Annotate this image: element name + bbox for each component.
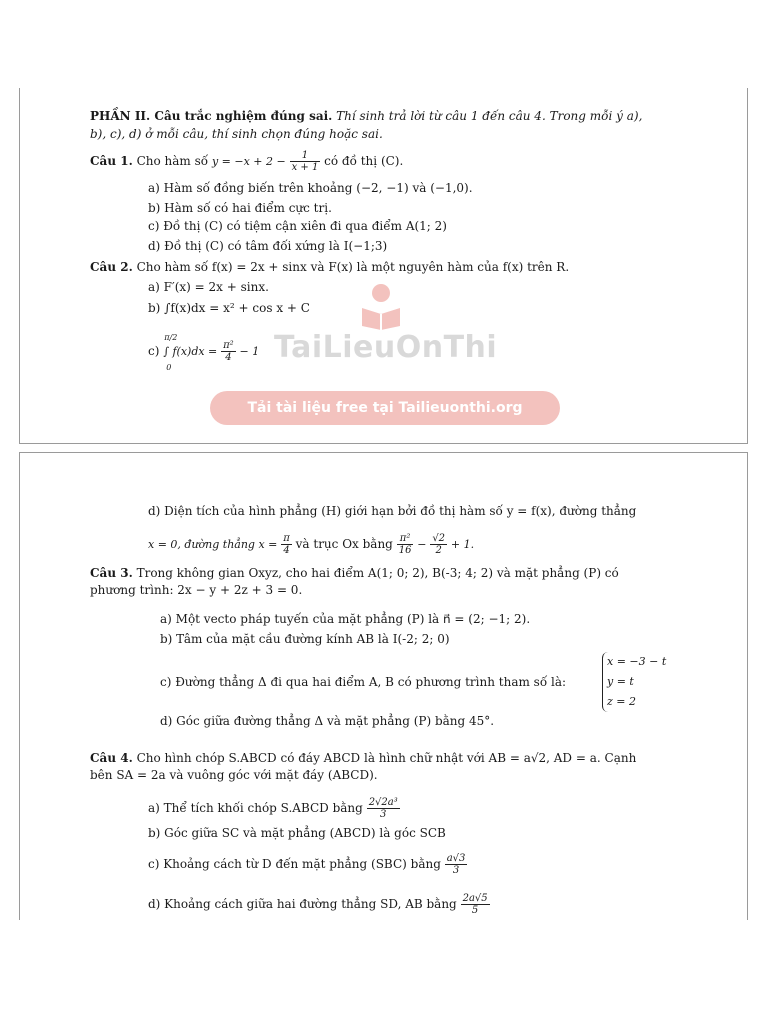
q4-option-d (148, 893, 490, 916)
q4-c-den: 3 (452, 865, 460, 876)
q2-d-frac2-den: 16 (398, 545, 412, 556)
q4-d-num: 2a√5 (462, 893, 488, 904)
part2-title: PHẦN II. Câu trắc nghiệm đúng sai. (90, 109, 333, 123)
q4-d-fraction (461, 893, 490, 916)
q2-c-frac-num: π² (223, 340, 234, 351)
q4-label: Câu 4. (90, 751, 133, 765)
q3-option-b: b) Tâm của mặt cầu đường kính AB là I(-2; 2; 0) (160, 632, 450, 646)
q2-option-a: a) F′(x) = 2x + sinx. (148, 280, 269, 294)
q2-option-d-line2 (148, 533, 474, 556)
q2-d-fraction-2 (397, 533, 414, 556)
q2-c-label: c) (148, 344, 160, 358)
part2-header-line1 (90, 109, 642, 124)
q2-option-b: b) ∫f(x)dx = x² + cos x + C (148, 301, 310, 315)
q2-stem-text: Cho hàm số f(x) = 2x + sinx và F(x) là một nguyên hàm của f(x) trên R. (136, 260, 570, 274)
q4-c-text: c) Khoảng cách từ D đến mặt phẳng (SBC) bằng (148, 857, 441, 871)
q1-frac-num: 1 (290, 150, 321, 162)
q4-d-text: d) Khoảng cách giữa hai đường thẳng SD, AB bằng (148, 897, 457, 911)
q2-c-lower-bound: 0 (166, 363, 172, 372)
q4-a-fraction (367, 797, 400, 820)
q4-stem-line1 (90, 751, 636, 766)
q4-stem-line2: bên SA = 2a và vuông góc với mặt đáy (ABCD). (90, 768, 378, 782)
q3-label: Câu 3. (90, 566, 133, 580)
q2-d-minus: − (417, 538, 427, 551)
q2-option-c (148, 333, 260, 372)
q3-option-c: c) Đường thẳng Δ đi qua hai điểm A, B có phương trình tham số là: (160, 675, 567, 689)
q2-d-fraction-3 (430, 533, 447, 556)
q4-option-b: b) Góc giữa SC và mặt phẳng (ABCD) là góc SCB (148, 826, 446, 840)
q3-sys-x: x = −3 − t (607, 655, 667, 668)
part2-instruction-1: Thí sinh trả lời từ câu 1 đến câu 4. Trong mỗi ý a), (332, 109, 643, 123)
q2-c-fraction (221, 340, 236, 363)
q2-d-frac3-num: √2 (432, 533, 446, 544)
q4-a-text: a) Thể tích khối chóp S.ABCD bằng (148, 801, 363, 815)
q4-a-den: 3 (380, 809, 387, 820)
q2-d-frac1-num: π (283, 533, 290, 544)
q2-d-frac1-den: 4 (283, 545, 290, 556)
q2-c-upper-bound: π/2 (164, 333, 178, 342)
q2-option-d-line1: d) Diện tích của hình phẳng (H) giới hạn bởi đồ thị hàm số y = f(x), đường thẳng (148, 504, 637, 518)
q4-option-c (148, 853, 467, 876)
q2-d-post: + 1. (450, 538, 475, 551)
q3-stem-text-1: Trong không gian Oxyz, cho hai điểm A(1; 0; 2), B(-3; 4; 2) và mặt phẳng (P) có (136, 566, 619, 580)
q1-stem-post: có đồ thị (C). (324, 154, 404, 168)
q2-stem (90, 260, 569, 275)
q3-sys-z: z = 2 (607, 695, 637, 708)
q4-a-num: 2√2a³ (368, 797, 398, 808)
q3-stem-line1 (90, 566, 619, 581)
q1-stem-pre: Cho hàm số (136, 154, 209, 168)
q3-parametric-system (602, 652, 666, 712)
q3-stem-line2: phương trình: 2x − y + 2z + 3 = 0. (90, 583, 303, 597)
q4-option-a (148, 797, 400, 820)
watermark-logo: TaiLieuOnThi (274, 330, 498, 365)
q2-d-frac2-num: π² (397, 533, 414, 545)
q1-frac-den: x + 1 (291, 162, 319, 173)
q1-option-a: a) Hàm số đồng biến trên khoảng (−2, −1) và (−1,0). (148, 181, 473, 195)
q4-c-fraction (445, 853, 468, 876)
q2-d-text-1: x = 0, đường thẳng x = (148, 538, 278, 551)
watermark-banner[interactable]: Tải tài liệu free tại Tailieuonthi.org (210, 391, 560, 425)
q1-option-d: d) Đồ thị (C) có tâm đối xứng là I(−1;3) (148, 239, 388, 253)
q1-option-c: c) Đồ thị (C) có tiệm cận xiên đi qua điểm A(1; 2) (148, 219, 447, 233)
q1-fraction (290, 150, 321, 173)
q2-c-integral (163, 333, 218, 372)
q3-option-a: a) Một vecto pháp tuyến của mặt phẳng (P) là n⃗ = (2; −1; 2). (160, 612, 531, 626)
q2-d-text-2: và trục Ox bằng (295, 537, 393, 551)
q1-function: y = −x + 2 − (211, 155, 286, 168)
q1-option-b: b) Hàm số có hai điểm cực trị. (148, 201, 332, 215)
q2-c-frac-den: 4 (225, 352, 232, 363)
q2-d-frac3-den: 2 (435, 545, 442, 556)
part2-header-line2: b), c), d) ở mỗi câu, thí sinh chọn đúng hoặc sai. (90, 127, 383, 141)
q2-label: Câu 2. (90, 260, 133, 274)
q2-c-post: − 1 (239, 345, 260, 358)
q1-stem (90, 150, 403, 173)
q4-d-den: 5 (471, 905, 479, 916)
q2-c-integral-expr: ∫ f(x)dx = (163, 345, 218, 358)
q4-stem-text-1: Cho hình chóp S.ABCD có đáy ABCD là hình chữ nhật với AB = a√2, AD = a. Cạnh (136, 751, 637, 765)
q2-d-fraction-1 (281, 533, 292, 556)
q1-label: Câu 1. (90, 154, 133, 168)
q3-option-d: d) Góc giữa đường thẳng Δ và mặt phẳng (P) bằng 45°. (160, 714, 495, 728)
q4-c-num: a√3 (446, 853, 466, 864)
q3-sys-y: y = t (607, 675, 634, 688)
book-reader-icon (358, 280, 404, 330)
